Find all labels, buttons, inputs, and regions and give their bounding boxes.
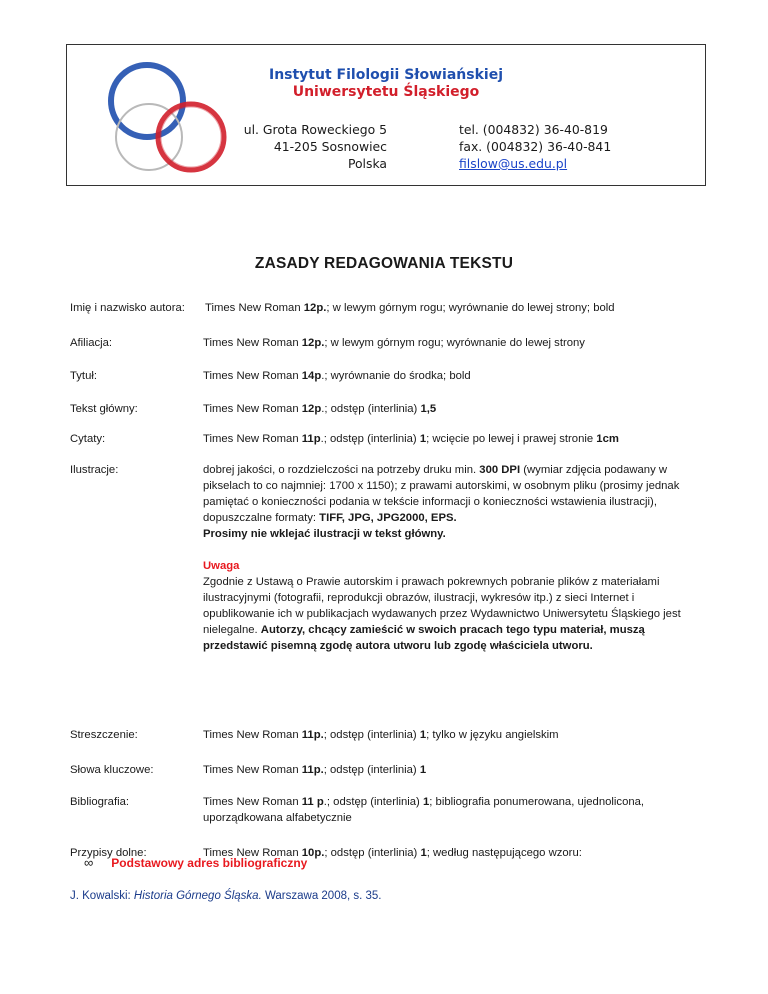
rule-label: Cytaty: [70,433,106,445]
text: Times New Roman [203,764,302,776]
rule-value [203,401,713,417]
address-city: 41-205 Sosnowiec [273,139,387,154]
text: Times New Roman [203,847,302,859]
text: Times New Roman [203,337,302,349]
bold-text: 14p [301,370,322,382]
example-rest: Warszawa 2008, s. 35. [261,890,382,902]
bold-text: 12p. [303,302,327,314]
text: Zgodnie z Ustawą o Prawie autorskim i prawach pokrewnych pobranie plików z materiałami ilustracyjnymi (fotografii, reprodukcji obrazów, ilustracji, wykresów itp.) z sieci Internet i opublikowanie ich w publikacjach wydawanych przez Wydawnictwo Uniwersytetu Śląskiego jest nielegalne. [203,576,681,636]
bold-text: 1 [420,847,427,859]
fax-number: fax. (004832) 36-40-841 [459,139,612,154]
infinity-bullet-icon: ∞ [84,855,94,870]
note-heading: Uwaga [203,560,240,572]
text: ; według następującego wzoru: [426,847,582,859]
bold-text: 11p. [301,729,324,741]
text: Times New Roman [203,796,302,808]
rule-label: Ilustracje: [70,464,119,476]
text: ; bibliografia ponumerowana, ujednolicona, uporządkowana alfabetycznie [203,796,645,824]
text: Times New Roman [205,302,304,314]
text: .; wyrównanie do środka; bold [321,370,471,382]
text: (wymiar zdjęcia podawany w pikselach to co najmniej: 1700 x 1150); z prawami autorskimi, w osobnym pliku (prosimy jednak pamiętać o konieczności podania w tekście informacji o konieczności wstawienia ilustracji), dopuszczalne formaty: [203,464,680,524]
illustrations-paragraph [203,462,695,526]
text: ; odstęp (interlinia) [324,847,421,859]
bullet-item [84,855,307,870]
bold-text: 11p [301,433,321,445]
rule-label: Afiliacja: [70,337,113,349]
rule-label: Streszczenie: [70,729,138,741]
postal-address [244,121,387,172]
institute-name: Instytut Filologii Słowiańskiej [268,67,504,83]
text: ; tylko w języku angielskim [426,729,559,741]
rule-value [203,335,713,351]
bold-text: 1 [419,764,427,776]
text: .; odstęp (interlinia) [320,433,420,445]
document-title: ZASADY REDAGOWANIA TEKSTU [254,255,514,272]
bold-text: 11 p [301,796,324,808]
rule-value [203,431,713,447]
rule-label: Przypisy dolne: [70,847,147,859]
bold-text: 1 [419,729,427,741]
example-author: J. Kowalski: [70,890,134,902]
text: Times New Roman [203,370,302,382]
bold-text: 11p. [301,764,324,776]
text: Times New Roman [203,433,302,445]
rule-value [203,462,695,654]
rule-label: Bibliografia: [70,796,130,808]
rule-label: Słowa kluczowe: [70,764,154,776]
rule-value [205,300,715,316]
text: ; wcięcie po lewej i prawej stronie [426,433,597,445]
example-work: Historia Górnego Śląska. [133,890,262,902]
text: ; odstęp (interlinia) [323,764,420,776]
rule-label: Imię i nazwisko autora: [70,302,185,314]
email-link[interactable]: filslow@us.edu.pl [459,156,568,171]
note-paragraph [203,574,695,654]
rule-value [203,762,713,778]
university-name: Uniwersytetu Śląskiego [292,84,480,100]
text: .; odstęp (interlinia) [321,403,421,415]
bold-text: 12p [301,403,322,415]
illustrations-warning [203,526,695,542]
rule-value [203,727,713,743]
rule-label: Tekst główny: [70,403,138,415]
contact-info [459,121,611,172]
bold-text: 1 [419,433,427,445]
bold-text: 10p. [301,847,325,859]
bold-text: TIFF, JPG, JPG2000, EPS. [319,512,457,524]
rule-value [203,368,713,384]
institute-title [67,67,705,100]
bold-text: 1 [422,796,430,808]
phone-number: tel. (004832) 36-40-819 [459,122,608,137]
text: ; w lewym górnym rogu; wyrównanie do lewej strony [324,337,585,349]
address-street: ul. Grota Roweckiego 5 [243,122,387,137]
text: Times New Roman [203,729,302,741]
rule-value [203,794,673,826]
bold-text: Autorzy, chcący zamieścić w swoich pracach tego typu materiał, muszą przedstawić pisemną zgodę autora utworu lub zgodę właściciela utworu. [203,624,645,652]
text: ; odstęp (interlinia) [323,729,420,741]
rule-label: Tytuł: [70,370,97,382]
bibliography-example [70,890,382,902]
bold-text: 1cm [596,433,619,445]
address-country: Polska [347,156,387,171]
bullet-text: Podstawowy adres bibliograficzny [111,856,308,870]
text: .; odstęp (interlinia) [323,796,423,808]
bold-text: 12p. [301,337,325,349]
text: ; w lewym górnym rogu; wyrównanie do lewej strony; bold [326,302,615,314]
letterhead [66,44,706,186]
bold-text: 300 DPI [479,464,521,476]
text: dobrej jakości, o rozdzielczości na potrzeby druku min. [203,464,480,476]
text: Times New Roman [203,403,302,415]
bold-text: Prosimy nie wklejać ilustracji w tekst główny. [203,528,446,540]
bold-text: 1,5 [420,403,437,415]
